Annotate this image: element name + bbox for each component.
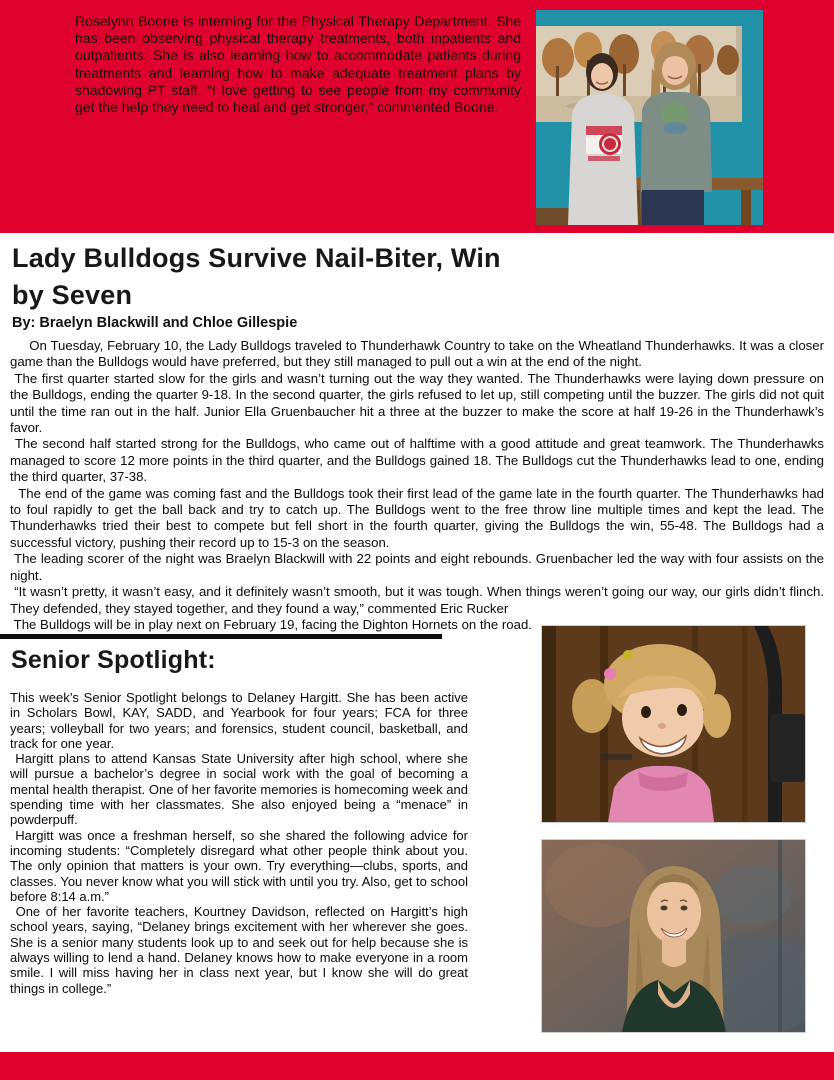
- spotlight-paragraph: One of her favorite teachers, Kourtney Davidson, reflected on Hargitt’s high school years, saying, “Delaney brings excitement with her wherever she goes. She is a senior many students look up to and seek out for help because she is always willing to lend a hand. Delaney knows how to make everyone in a room smile. I will miss having her in class next year, but I know she will do great things in college.”: [10, 904, 472, 996]
- spotlight-paragraph: This week’s Senior Spotlight belongs to Delaney Hargitt. She has been active in Scholars Bowl, KAY, SADD, and Yearbook for four years; FCA for three years; volleyball for two years; and forensics, student council, basketball, and track for one year.: [10, 690, 472, 751]
- game-article-title: Lady Bulldogs Survive Nail-Biter, Win by Seven: [12, 243, 501, 310]
- game-paragraph: The second half started strong for the Bulldogs, who came out of halftime with a good attitude and great teamwork. The Thunderhawks managed to score 12 more points in the third quarter, and the Bulldogs gained 18. The Bulldogs cut the Thunderhawks lead to one, ending the third quarter, 37-38.: [10, 436, 828, 485]
- spotlight-paragraph: Hargitt plans to attend Kansas State University after high school, where she will pursue a bachelor’s degree in social work with the goal of becoming a mental health therapist. One of her favorite memories is homecoming week and spending time with her classmates. She also enjoyed being a “menace” in powderpuff.: [10, 751, 472, 828]
- game-article-body: [10, 338, 828, 633]
- delaney-senior-photo: [541, 839, 806, 1033]
- game-paragraph: The Bulldogs will be in play next on February 19, facing the Dighton Hornets on the road.: [10, 616, 532, 632]
- masthead-banner: [0, 0, 834, 233]
- game-paragraph: “It wasn’t pretty, it wasn’t easy, and it definitely wasn’t smooth, but it was tough. When things weren’t going our way, our girls didn’t flinch. They defended, they stayed together, and they found a way,” commented Eric Rucker: [10, 584, 828, 616]
- senior-spotlight-title: Senior Spotlight:: [11, 646, 216, 674]
- game-article-byline: By: Braelyn Blackwill and Chloe Gillespie: [12, 315, 298, 331]
- pt-interns-photo-illustration: [536, 10, 763, 225]
- game-paragraph: The end of the game was coming fast and the Bulldogs took their first lead of the game late in the fourth quarter. The Thunderhawks had to foul rapidly to get the ball back and try to catch up. The Bulldogs went to the free throw line multiple times and kept the lead. The Thunderhawks tried their best to compete but fell short in the fourth quarter, giving the Bulldogs the win, 55-48. The Bulldogs had a successful victory, pushing their record up to 15-3 on the season.: [10, 485, 828, 550]
- game-paragraph: On Tuesday, February 10, the Lady Bulldogs traveled to Thunderhawk Country to take on the Wheatland Thunderhawks. It was a closer game than the Bulldogs would have preferred, but they still managed to pull out a win at the end of the night.: [10, 338, 828, 370]
- footer-banner: [0, 1052, 834, 1080]
- senior-photo-illustration: [542, 840, 805, 1032]
- senior-spotlight-body: [10, 690, 472, 996]
- pt-intern-intro-text: Roselynn Boone is interning for the Physical Therapy Department. She has been observing physical therapy treatments, both inpatients and outpatients. She is also learning how to accommodate patients during treatments and learning how to make adequate treatment plans by shadowing PT staff. “I love getting to see people from my community get the help they need to heal and get stronger,” commented Boone.: [75, 13, 525, 116]
- section-divider: [0, 634, 442, 639]
- pt-interns-photo: [536, 10, 763, 225]
- game-paragraph: The leading scorer of the night was Braelyn Blackwill with 22 points and eight rebounds. Gruenbacher led the way with four assists on the night.: [10, 551, 828, 583]
- delaney-childhood-photo: [541, 625, 806, 823]
- spotlight-paragraph: Hargitt was once a freshman herself, so she shared the following advice for incoming students: “Completely disregard what other people think about you. The only opinion that matters is your own. Try everything—clubs, sports, and classes. You never know what you will stick with until you try. Also, get to school before 8:14 a.m.”: [10, 827, 472, 904]
- childhood-photo-illustration: [542, 626, 805, 822]
- game-paragraph: The first quarter started slow for the girls and wasn’t turning out the way they wanted. The Thunderhawks were laying down pressure on the Bulldogs, ending the quarter 9-18. In the second quarter, the girls refused to let up, still competing until the buzzer. The girls did not quit until the time ran out in the half. Junior Ella Gruenbaucher hit a three at the buzzer to make the score at half 19-26 in the Thunderhawk’s favor.: [10, 370, 828, 436]
